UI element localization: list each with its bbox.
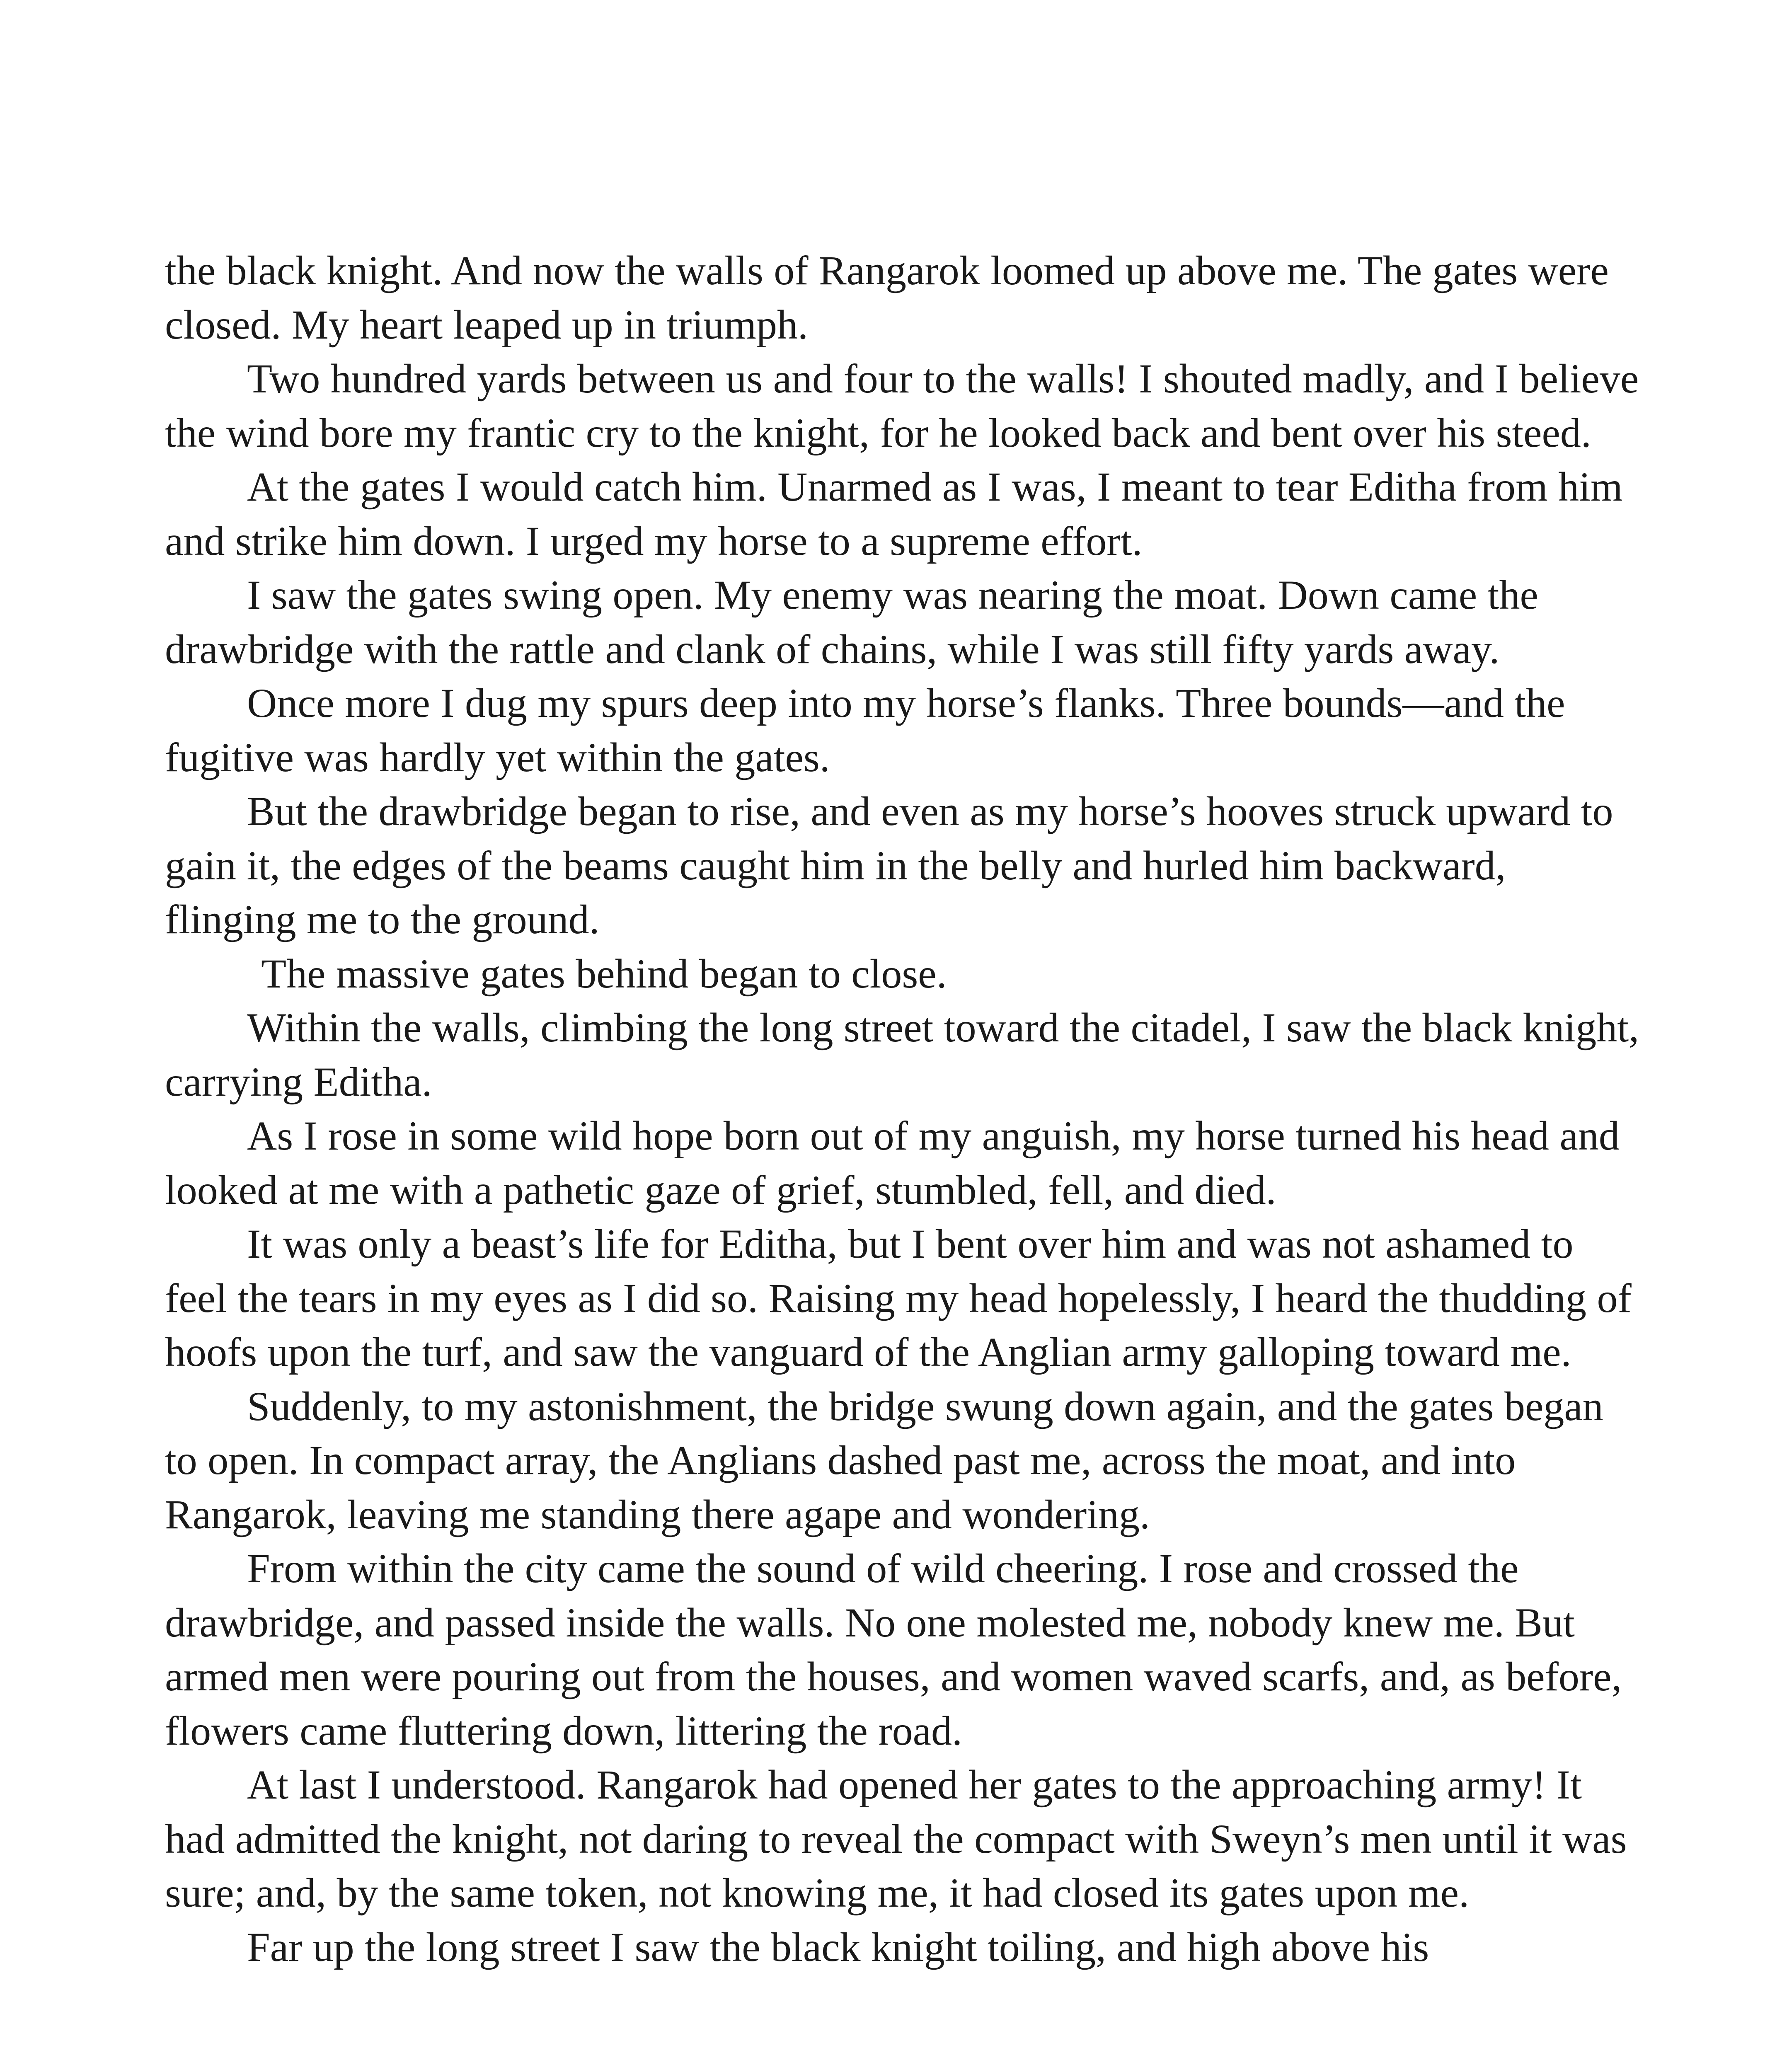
paragraph: Within the walls, climbing the long street toward the citadel, I saw the black knight, carrying Editha. bbox=[165, 1005, 1639, 1105]
paragraph: It was only a beast’s life for Editha, but I bent over him and was not ashamed to feel the tears in my eyes as I did so. Raising my head hopelessly, I heard the thudding of hoofs upon the turf, and saw the vanguard of the Anglian army galloping toward me. bbox=[165, 1221, 1632, 1375]
paragraph: At last I understood. Rangarok had opened her gates to the approaching army! It had admitted the knight, not daring to reveal the compact with Sweyn’s men until it was sure; and, by the same token, not knowing me, it had closed its gates upon me. bbox=[165, 1762, 1627, 1916]
paragraph: But the drawbridge began to rise, and even as my horse’s hooves struck upward to gain it, the edges of the beams caught him in the belly and hurled him backward, flinging me to the ground. bbox=[165, 788, 1613, 942]
paragraph: Far up the long street I saw the black knight toiling, and high above his bbox=[247, 1924, 1429, 1970]
paragraph: From within the city came the sound of wild cheering. I rose and crossed the drawbridge, and passed inside the walls. No one molested me, nobody knew me. But armed men were pouring out from the houses, and women waved scarfs, and, as before, flowers came fluttering down, littering the road. bbox=[165, 1545, 1622, 1754]
paragraph: the black knight. And now the walls of Rangarok loomed up above me. The gates were closed. My heart leaped up in triumph. bbox=[165, 247, 1609, 348]
paragraph: I saw the gates swing open. My enemy was nearing the moat. Down came the drawbridge with the rattle and clank of chains, while I was still fifty yards away. bbox=[165, 572, 1538, 672]
body-text bbox=[165, 244, 1640, 1974]
paragraph: Once more I dug my spurs deep into my horse’s flanks. Three bounds—and the fugitive was hardly yet within the gates. bbox=[165, 680, 1565, 780]
paragraph: At the gates I would catch him. Unarmed as I was, I meant to tear Editha from him and strike him down. I urged my horse to a supreme effort. bbox=[165, 464, 1623, 564]
paragraph: Two hundred yards between us and four to the walls! I shouted madly, and I believe the wind bore my frantic cry to the knight, for he looked back and bent over his steed. bbox=[165, 356, 1639, 456]
paragraph: Suddenly, to my astonishment, the bridge swung down again, and the gates began to open. In compact array, the Anglians dashed past me, across the moat, and into Rangarok, leaving me standing there agape and wondering. bbox=[165, 1383, 1603, 1537]
paragraph: As I rose in some wild hope born out of my anguish, my horse turned his head and looked at me with a pathetic gaze of grief, stumbled, fell, and died. bbox=[165, 1113, 1620, 1213]
paragraph: The massive gates behind began to close. bbox=[261, 950, 947, 997]
